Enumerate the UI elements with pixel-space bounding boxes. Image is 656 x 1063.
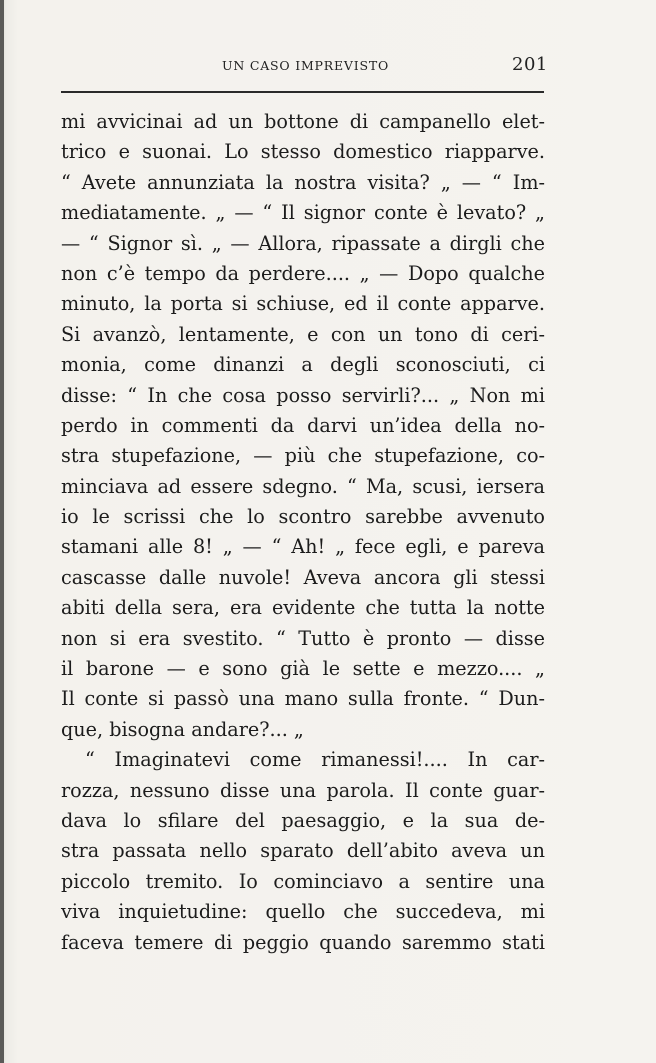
text-line: Si avanzò, lentamente, e con un tono di ceri- — [61, 322, 545, 346]
text-line-paragraph-start: “ Imaginatevi come rimanessi!.... In car- — [85, 748, 545, 772]
text-line: faceva temere di peggio quando saremmo stati — [61, 930, 545, 954]
text-line: minuto, la porta si schiuse, ed il conte apparve. — [61, 292, 545, 316]
text-line: “ Avete annunziata la nostra visita? „ — “ Im- — [61, 170, 545, 194]
text-line: Il conte si passò una mano sulla fronte. “ Dun- — [61, 687, 545, 711]
header-rule — [61, 91, 544, 93]
text-line: mediatamente. „ — “ Il signor conte è levato? „ — [61, 201, 545, 225]
text-line: dava lo sfilare del paesaggio, e la sua de- — [61, 808, 545, 832]
text-line: non c’è tempo da perdere.... „ — Dopo qualche — [61, 261, 545, 285]
text-line: stamani alle 8! „ — “ Ah! „ fece egli, e pareva — [61, 535, 545, 559]
text-line: viva inquietudine: quello che succedeva, mi — [61, 900, 545, 924]
body-text — [61, 107, 545, 958]
text-line-paragraph-end: que, bisogna andare?... „ — [61, 717, 304, 741]
text-line: rozza, nessuno disse una parola. Il conte guar- — [61, 778, 545, 802]
text-line: monia, come dinanzi a degli sconosciuti, ci — [61, 353, 545, 377]
text-line: perdo in commenti da darvi un’idea della no- — [61, 413, 545, 437]
text-line: stra passata nello sparato dell’abito aveva un — [61, 839, 545, 863]
text-line: — “ Signor sì. „ — Allora, ripassate a dirgli che — [61, 231, 545, 255]
text-line: minciava ad essere sdegno. “ Ma, scusi, iersera — [61, 474, 545, 498]
text-line: abiti della sera, era evidente che tutta la notte — [61, 596, 545, 620]
text-line: disse: “ In che cosa posso servirli?... „ Non mi — [61, 383, 545, 407]
text-line: non si era svestito. “ Tutto è pronto — disse — [61, 626, 545, 650]
text-line: stra stupefazione, — più che stupefazione, co- — [61, 444, 545, 468]
text-line: cascasse dalle nuvole! Aveva ancora gli stessi — [61, 565, 545, 589]
text-line: io le scrissi che lo scontro sarebbe avvenuto — [61, 505, 545, 529]
text-line: trico e suonai. Lo stesso domestico riapparve. — [61, 140, 545, 164]
text-line: piccolo tremito. Io cominciavo a sentire una — [61, 869, 545, 893]
running-title: UN CASO IMPREVISTO — [222, 58, 390, 73]
page-number: 201 — [512, 54, 548, 75]
text-line: mi avvicinai ad un bottone di campanello elet- — [61, 110, 545, 133]
text-line: il barone — e sono già le sette e mezzo.... „ — [61, 657, 545, 681]
page-spine-edge — [0, 0, 4, 1063]
